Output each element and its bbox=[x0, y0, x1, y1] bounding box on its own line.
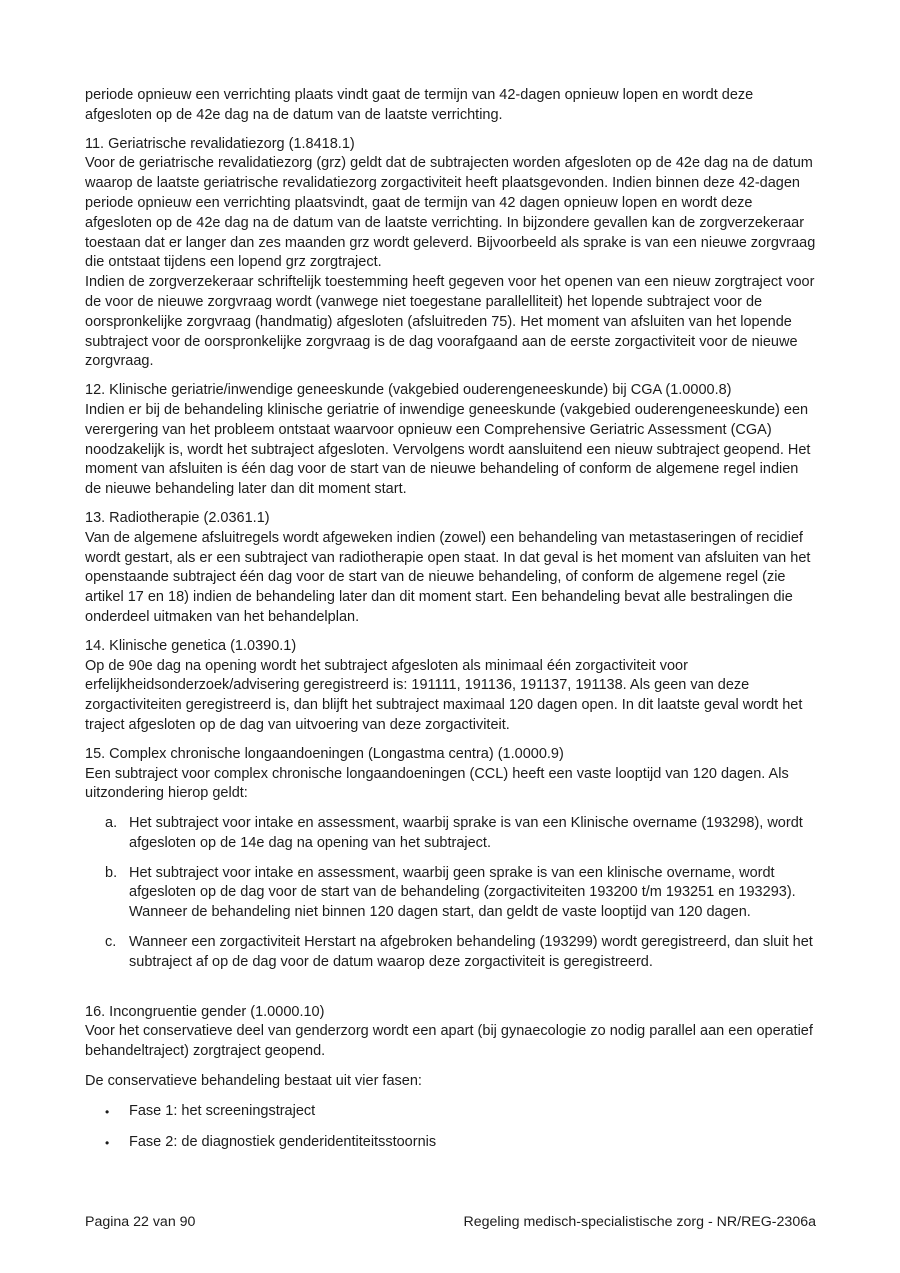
intro-paragraph: periode opnieuw een verrichting plaats vindt gaat de termijn van 42-dagen opnieuw lopen en wordt deze afgesloten op de 42e dag na de datum van de laatste verrichting. bbox=[85, 87, 754, 123]
section-heading: 11. Geriatrische revalidatiezorg (1.8418.1) bbox=[85, 135, 355, 152]
list-item bbox=[85, 1133, 817, 1154]
paragraph: Van de algemene afsluitregels wordt afgeweken indien (zowel) een behandeling van metastaseringen of recidief wordt gestart, als er een subtraject van radiotherapie open staat. In dat geval is het moment van afsluiten van het openstaande subtraject één dag voor de start van de nieuwe behandeling, of conform de algemene regel (zie artikel 17 en 18) indien de behandeling later dan dit moment start. Een behandeling bevat alle bestralingen die onderdeel uitmaken van het behandelplan. bbox=[85, 529, 811, 625]
section-13-radiotherapie bbox=[85, 509, 817, 628]
section-14-klinische-genetica bbox=[85, 637, 817, 736]
list-item-text: Het subtraject voor intake en assessment, waarbij geen sprake is van een klinische overname, wordt afgesloten op de dag voor de start van de behandeling (zorgactiviteiten 193200 t/m 193251 en 193293). Wanneer de behandeling niet binnen 120 dagen start, dan geldt de vaste looptijd van 120 dagen. bbox=[129, 864, 796, 921]
bullet-marker: • bbox=[105, 1104, 110, 1119]
list-item bbox=[85, 864, 817, 923]
list-marker: c. bbox=[105, 934, 117, 951]
document-content bbox=[85, 86, 817, 1153]
list-item-text: Fase 2: de diagnostiek genderidentiteitsstoornis bbox=[129, 1133, 437, 1150]
bullet-marker: • bbox=[105, 1135, 110, 1150]
section-heading: 12. Klinische geriatrie/inwendige geneeskunde (vakgebied ouderengeneeskunde) bij CGA (1.0000.8) bbox=[85, 382, 732, 399]
list-item bbox=[85, 933, 817, 973]
list-marker: a. bbox=[105, 815, 118, 832]
section-heading: 14. Klinische genetica (1.0390.1) bbox=[85, 637, 297, 654]
list-item-text: Het subtraject voor intake en assessment, waarbij sprake is van een Klinische overname (193298), wordt afgesloten op de 14e dag na opening van het subtraject. bbox=[129, 815, 803, 851]
document-reference: Regeling medisch-specialistische zorg - NR/REG-2306a bbox=[463, 1214, 816, 1230]
paragraph: Indien de zorgverzekeraar schriftelijk toestemming heeft gegeven voor het openen van een nieuw zorgtraject voor de voor de nieuwe zorgvraag wordt (vanwege niet toegestane parallelliteit) het lopende subtraject voor de oorspronkelijke zorgvraag (handmatig) afgesloten (afsluitreden 75). Het moment van afsluiten van het lopende subtraject voor de oorspronkelijke zorgvraag is de dag voorafgaand aan de eerste zorgactiviteit voor de nieuwe zorgvraag. bbox=[85, 274, 815, 370]
section-11-geriatrische-revalidatiezorg bbox=[85, 135, 817, 373]
section-12-klinische-geriatrie bbox=[85, 381, 817, 500]
paragraph: De conservatieve behandeling bestaat uit vier fasen: bbox=[85, 1073, 422, 1090]
list-item-text: Fase 1: het screeningstraject bbox=[129, 1102, 316, 1119]
section-heading: 16. Incongruentie gender (1.0000.10) bbox=[85, 1003, 325, 1020]
section-15-complex-chronische-longaandoeningen bbox=[85, 745, 817, 973]
section-16-incongruentie-gender bbox=[85, 1003, 817, 1154]
section-heading: 15. Complex chronische longaandoeningen (Longastma centra) (1.0000.9) bbox=[85, 745, 564, 762]
paragraph: Op de 90e dag na opening wordt het subtraject afgesloten als minimaal één zorgactiviteit voor erfelijkheidsonderzoek/advisering geregistreerd is: 191111, 191136, 191137, 191138. Als geen van deze zorgactiviteiten geregistreerd is, dan blijft het subtraject maximaal 120 dagen open. In dit laatste geval wordt het traject afgesloten op de dag van uitvoering van deze zorgactiviteit. bbox=[85, 657, 803, 733]
page-number: Pagina 22 van 90 bbox=[85, 1214, 196, 1230]
list-marker: b. bbox=[105, 864, 118, 881]
paragraph: Voor de geriatrische revalidatiezorg (grz) geldt dat de subtrajecten worden afgesloten op de 42e dag na de datum waarop de laatste geriatrische revalidatiezorg zorgactiviteit heeft plaatsgevonden. Indien binnen deze 42-dagen periode opnieuw een verrichting plaatsvindt, gaat de termijn van 42 dagen opnieuw lopen en wordt deze afgesloten op de 42e dag na de datum van de laatste verrichting. In bijzondere gevallen kan de zorgverzekeraar toestaan dat er langer dan zes maanden grz wordt geleverd. Bijvoorbeeld als sprake is van een nieuwe zorgvraag die ontstaat tijdens een lopend grz zorgtraject. bbox=[85, 155, 816, 271]
list-item bbox=[85, 1102, 817, 1123]
page-footer bbox=[85, 1214, 816, 1230]
fasen-list bbox=[85, 1102, 817, 1154]
paragraph: Voor het conservatieve deel van genderzorg wordt een apart (bij gynaecologie zo nodig parallel aan een operatief behandeltraject) zorgtraject geopend. bbox=[85, 1023, 813, 1060]
exceptions-list bbox=[85, 814, 817, 973]
paragraph: Een subtraject voor complex chronische longaandoeningen (CCL) heeft een vaste looptijd van 120 dagen. Als uitzondering hierop geldt: bbox=[85, 765, 789, 802]
list-item bbox=[85, 814, 817, 854]
paragraph: Indien er bij de behandeling klinische geriatrie of inwendige geneeskunde (vakgebied ouderengeneeskunde) een verergering van het probleem ontstaat waarvoor opnieuw een Comprehensive Geriatric Assessment (CGA) noodzakelijk is, wordt het subtraject afgesloten. Vervolgens wordt aansluitend een nieuw subtraject geopend. Het moment van afsluiten is één dag voor de start van de nieuwe behandeling of conform de algemene regel indien de nieuwe behandeling later dan dit moment start. bbox=[85, 401, 811, 498]
section-heading: 13. Radiotherapie (2.0361.1) bbox=[85, 509, 270, 526]
list-item-text: Wanneer een zorgactiviteit Herstart na afgebroken behandeling (193299) wordt geregistreerd, dan sluit het subtraject af op de dag voor de datum waarop deze zorgactiviteit is geregistreerd. bbox=[129, 934, 813, 970]
